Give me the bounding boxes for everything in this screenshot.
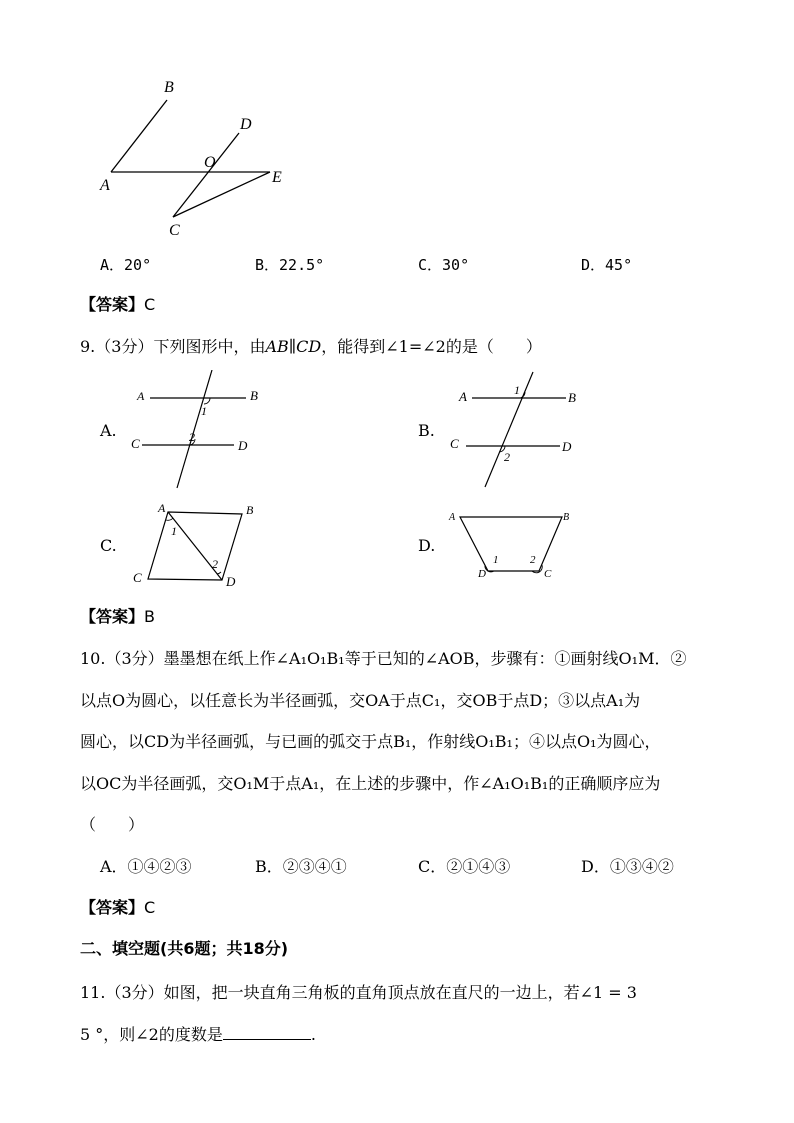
label-1: 1 <box>171 524 177 538</box>
label-a: A <box>100 177 110 194</box>
q9-answer <box>80 606 155 628</box>
label-1: 1 <box>514 383 520 397</box>
q8-option-d: D．45° <box>581 256 633 274</box>
q11-line-2-text: 5 °，则∠2的度数是 <box>80 1025 223 1044</box>
label-c: C <box>544 568 552 580</box>
label-d: D <box>238 438 248 453</box>
q10-option-a: A．①④②③ <box>100 857 192 876</box>
answer-label: 【答案】 <box>80 607 145 626</box>
label-d: D <box>562 439 572 454</box>
q9-stem-text: 9.（3分）下列图形中，由 <box>80 337 266 356</box>
segment-cd <box>173 133 239 217</box>
q9-figure-a <box>128 370 278 492</box>
label-2: 2 <box>530 554 536 566</box>
label-c: C <box>131 436 140 451</box>
label-1: 1 <box>493 554 499 566</box>
q9-option-b-label: B. <box>418 421 435 440</box>
label-2: 2 <box>212 557 218 571</box>
q9-option-c-label: C. <box>100 536 117 555</box>
q9-option-d-label: D. <box>418 536 436 555</box>
label-c: C <box>169 222 180 239</box>
q11-line-2-end: . <box>310 1025 316 1044</box>
answer-value: C <box>144 295 156 314</box>
transversal <box>177 370 212 488</box>
label-a: A <box>449 512 456 523</box>
q10-option-c: C．②①④③ <box>418 857 511 876</box>
q9-figure-b <box>448 370 598 492</box>
label-e: E <box>272 169 282 186</box>
label-b: B <box>250 388 258 403</box>
q10-line-5: （ ） <box>80 815 145 834</box>
q8-option-b: B．22.5° <box>255 256 325 274</box>
q10-line-2: 以点O为圆心，以任意长为半径画弧，交OA于点C₁，交OB于点D；③以点A₁为 <box>80 691 641 710</box>
q10-line-4: 以OC为半径画弧，交O₁M于点A₁，在上述的步骤中，作∠A₁O₁B₁的正确顺序应为 <box>80 774 661 793</box>
label-b: B <box>568 390 576 405</box>
q10-line-1: 10.（3分）墨墨想在纸上作∠A₁O₁B₁等于已知的∠AOB，步骤有：①画射线O₁M．② <box>80 649 687 668</box>
answer-value: C <box>144 898 156 917</box>
q10-option-b: B．②③④① <box>255 857 347 876</box>
label-a: A <box>459 389 467 404</box>
answer-value: B <box>144 607 155 626</box>
q11-line-2 <box>80 1024 316 1046</box>
label-1: 1 <box>201 404 207 418</box>
label-d: D <box>240 116 252 133</box>
q10-answer <box>80 897 155 919</box>
label-b: B <box>563 512 570 523</box>
segment-ce <box>173 172 270 217</box>
label-b: B <box>164 79 174 96</box>
label-o: O <box>204 154 216 171</box>
segment-ab <box>111 100 167 172</box>
answer-label: 【答案】 <box>80 898 145 917</box>
q11-line-1: 11.（3分）如图，把一块直角三角板的直角顶点放在直尺的一边上，若∠1 = 3 <box>80 983 637 1002</box>
angle-2-arc <box>217 572 221 574</box>
q9-stem-math: AB∥CD <box>265 337 322 356</box>
label-d: D <box>226 574 236 589</box>
q9-option-a-label: A. <box>100 421 117 440</box>
q10-line-3: 圆心，以CD为半径画弧，与已画的弧交于点B₁，作射线O₁B₁；④以点O₁为圆心， <box>80 732 661 751</box>
q10-option-d: D．①③④② <box>581 857 674 876</box>
q8-option-a: A．20° <box>100 256 152 274</box>
q9-stem-tail: ，能得到∠1=∠2的是（ ） <box>321 337 542 356</box>
answer-blank <box>223 1025 311 1040</box>
label-d: D <box>478 568 486 580</box>
q8-option-c: C．30° <box>418 256 470 274</box>
label-2: 2 <box>189 430 195 444</box>
label-a: A <box>158 501 166 515</box>
label-2: 2 <box>504 450 510 464</box>
angle-1-arc <box>166 518 173 520</box>
q9-figure-d <box>446 505 586 585</box>
q8-answer <box>80 294 155 316</box>
trapezoid <box>460 517 562 571</box>
transversal <box>485 372 533 487</box>
label-c: C <box>450 436 459 451</box>
label-b: B <box>246 503 254 517</box>
q8-figure <box>90 70 310 240</box>
q9-stem <box>80 336 542 358</box>
q9-figure-c <box>128 500 268 592</box>
label-a: A <box>137 389 145 403</box>
label-c: C <box>133 570 142 585</box>
answer-label: 【答案】 <box>80 295 145 314</box>
section-title: 二、填空题(共6题；共18分) <box>80 939 289 958</box>
